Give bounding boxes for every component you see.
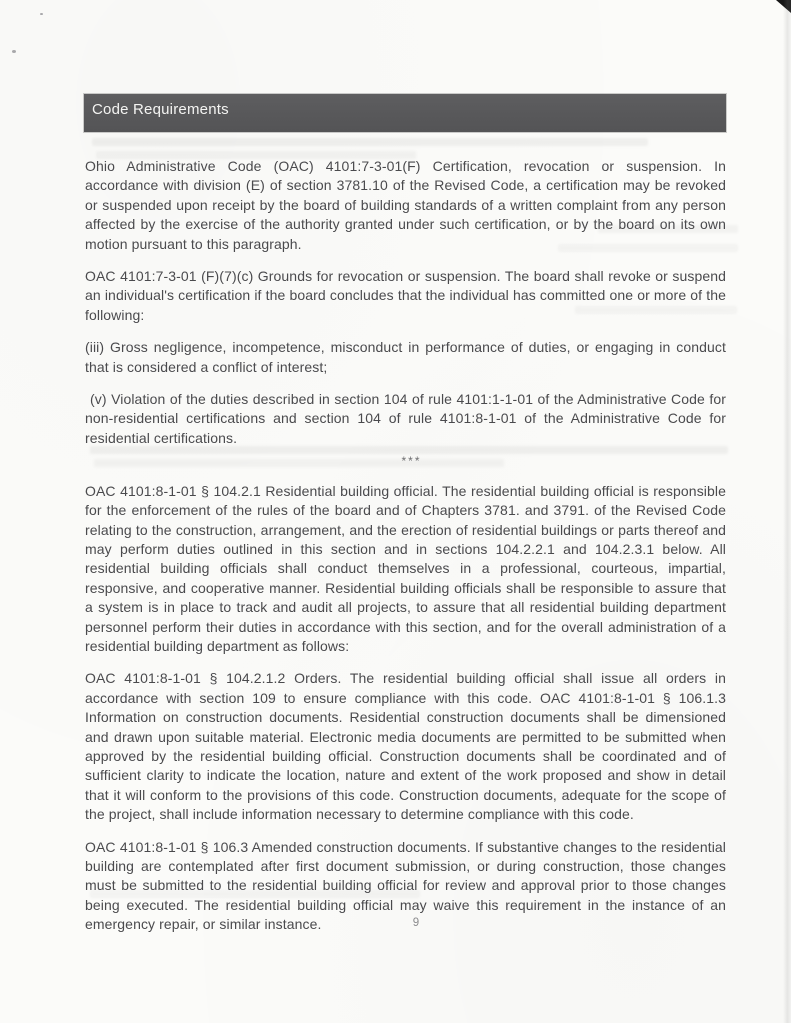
section-header-title: Code Requirements (92, 101, 229, 118)
document-paragraph: OAC 4101:7-3-01 (F)(7)(c) Grounds for revocation or suspension. The board shall revoke or suspend an individual's certification if the board concludes that the individual has committed one or more of the following: (85, 268, 726, 323)
document-body (85, 157, 726, 948)
page-number: 9 (412, 917, 420, 929)
document-paragraph: OAC 4101:8-1-01 § 106.3 Amended construction documents. If substantive changes to the residential building are contemplated after first document submission, or during construction, those changes must be submitted to the residential building official for review and approval prior to those changes being executed. The residential building official may waive this requirement in the instance of an emergency repair, or similar instance. (85, 838, 726, 933)
document-paragraph: (iii) Gross negligence, incompetence, misconduct in performance of duties, or engaging in conduct that is considered a conflict of interest; (85, 339, 726, 375)
document-paragraph: (v) Violation of the duties described in section 104 of rule 4101:1-1-01 of the Administrative Code for non-residential certifications and section 104 of rule 4101:8-1-01 of the Administrative Code for residential certifications. (85, 391, 726, 446)
scan-speck (12, 50, 16, 53)
document-paragraph: Ohio Administrative Code (OAC) 4101:7-3-01(F) Certification, revocation or suspension. In accordance with division (E) of section 3781.10 of the Revised Code, a certification may be revoked or suspended upon receipt by the board of building standards of a written complaint from any person affected by the exercise of the authority granted under such certification, or by the board on its own motion pursuant to this paragraph. (85, 158, 726, 252)
scan-edge-shading (783, 0, 791, 1023)
scan-speck (40, 13, 43, 15)
document-paragraph: OAC 4101:8-1-01 § 104.2.1.2 Orders. The residential building official shall issue all orders in accordance with section 109 to ensure compliance with this code. OAC 4101:8-1-01 § 106.1.3 Information on construction documents. Residential construction documents shall be dimensioned and drawn upon suitable material. Electronic media documents are permitted to be submitted when approved by the residential building official. Construction documents shall be coordinated and of sufficient clarity to indicate the location, nature and extent of the work proposed and show in detail that it will conform to the provisions of this code. Construction documents, adequate for the scope of the project, shall include information necessary to determine compliance with this code. (85, 670, 726, 823)
bleedthrough-ghost (92, 138, 648, 146)
section-separator: *** (401, 454, 422, 469)
section-header-bar (84, 94, 726, 132)
document-paragraph: OAC 4101:8-1-01 § 104.2.1 Residential building official. The residential building official is responsible for the enforcement of the rules of the board and of Chapters 3781. and 3791. of the Revised Code relating to the construction, arrangement, and the erection of residential buildings or parts thereof and may perform duties outlined in this section and in sections 104.2.2.1 and 104.2.3.1 below. All residential building officials shall conduct themselves in a professional, courteous, impartial, responsive, and cooperative manner. Residential building officials shall be responsible to assure that a system is in place to track and audit all projects, to assure that all residential building department personnel perform their duties in accordance with this section, and for the overall administration of a residential building department as follows: (85, 482, 726, 654)
